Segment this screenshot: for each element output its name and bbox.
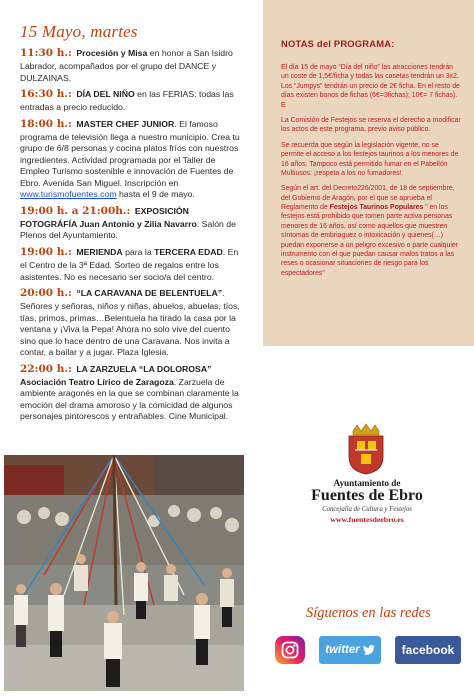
coat-of-arms-icon (343, 423, 389, 475)
event-time: 18:00 h.: (20, 117, 72, 130)
event-item (20, 363, 246, 423)
event-title: MASTER CHEF JUNIOR (76, 118, 175, 129)
program-notes-panel (263, 0, 474, 346)
maypole-dance-photo (4, 455, 244, 691)
twitter-label: twitter (325, 644, 360, 656)
event-text: . El famoso programa de televisión llega a nuestro municipio. Crea tu grupo de 6/8 personas y cocina platos fríos con nuestros ingredientes. Actividad programada por el Taller de Empleo Turismo sostenible e innovación de Fuentes de Ebro. Avenida San Miguel. Inscripción en (20, 118, 240, 188)
event-title: LA ZARZUELA “LA DOLOROSA” Asociación Teatro Lírico de Zaragoza (20, 363, 212, 387)
twitter-bird-icon (363, 645, 375, 655)
event-time: 22:00 h.: (20, 362, 72, 375)
instagram-icon (281, 641, 299, 659)
event-time: 20:00 h.: (20, 287, 72, 300)
event-text: . Salón de Plenos del Ayuntamiento. (20, 218, 236, 241)
notes-paragraph: Se recuerda que según la legislación vigente, no se permite el acceso a los festejos taurinos a los menores de 16 años. Tampoco está permitido fumar en el Pabellón Multiusos: ¡respeta a los no fumadores! (281, 141, 459, 177)
notes-title: NOTAS del PROGRAMA: (281, 38, 395, 49)
event-title: TERCERA EDAD (154, 247, 223, 257)
event-item (20, 246, 246, 283)
event-text: . Zarzuela de ambiente aragonés en la que se combinan claramente la emoción del drama amoroso y la comicidad de algunos personajes pintorescos y entrañables. Cine Municipal. (20, 376, 239, 422)
event-time: 19:00 h. a 21:00h.: (20, 204, 131, 217)
notes-paragraph: El día 15 de mayo “Día del niño” las atracciones tendrán un coste de 1,5€/ficha y todas las casetas tendrán un 3x2. Los “Jumpys” tendrán un precio de 2€ ficha. En el resto de días existen bonos de fichas (6€=3fichas); 10€= 7 fichas). E (281, 64, 460, 109)
instagram-button[interactable] (275, 636, 305, 664)
notes-paragraph: La Comisión de Festejos se reserva el derecho a modificar los actos de este programa, previo aviso público. (281, 116, 461, 134)
council-website-link[interactable]: www.fuentesdeebro.es (330, 514, 404, 524)
facebook-label: facebook (401, 643, 455, 657)
event-item (20, 47, 246, 84)
event-time: 16:30 h.: (20, 88, 72, 101)
event-text: para la (122, 247, 155, 257)
notes-text: “ en los festejos está prohibido que tomen parte activa personas menores de 16 años, así como aquellos que muestren síntomas de embriaguez o intoxicación y quienes(…) puedan exponerse a un peligro excesivo o parte cualquier instrumento con el que puedan causar malos tratos a las reses o ocasionar situaciones de riesgo para los espectadores” (281, 204, 458, 277)
event-item (20, 287, 246, 359)
event-item (20, 88, 246, 114)
event-item (20, 118, 246, 201)
event-title: Procesión y Misa (76, 48, 148, 58)
event-title: MERIENDA (76, 247, 123, 257)
event-text: en las FERIAS: todas las entradas a precio reducido. (20, 89, 234, 113)
social-title: Síguenos en las redes (306, 605, 431, 621)
notes-paragraph (281, 184, 462, 278)
council-name: Fuentes de Ebro (311, 487, 423, 504)
date-title: 15 Mayo, martes (20, 22, 138, 41)
program-column (20, 22, 246, 427)
event-text: . En el Centro de la 3ª Edad. Sorteo de regalos entre los asistentes. No es necesario ser socio/a del centro. (20, 247, 239, 282)
council-department: Concejalía de Cultura y Festejos (322, 505, 412, 513)
notes-bold: Festejos Taurinos Populares (329, 204, 424, 212)
event-text: . Señores y señoras, niños y niñas, abuelos, abuelas, tíos, tías, primos, primas…Belentuela ha tirado la casa por la ventana y ¡Viva la Pepa! Ahora no solo vive del cuento sino que lo hace dentro de una Caravana. Nos invita a contar, a bailar y a jugar. Plaza Iglesia. (20, 288, 240, 358)
event-text: hasta el 9 de mayo. (116, 189, 195, 200)
twitter-button[interactable] (319, 636, 381, 664)
facebook-button[interactable] (395, 636, 461, 664)
event-title: DÍA DEL NIÑO (76, 89, 135, 100)
event-title: EXPOSICIÓN FOTOGRÁFÍA Juan Antonio y Zilia Navarro (20, 205, 197, 229)
council-block (292, 478, 442, 524)
event-item (20, 205, 246, 242)
event-time: 19:00 h.: (20, 246, 72, 258)
council-line1: Ayuntamiento de (333, 478, 401, 488)
tourism-link[interactable]: www.turismofuentes.com (20, 189, 117, 200)
event-text: en honor a San Isidro Labrador, acompañados por el grupo del DANCE y DULZAINAS. (20, 48, 233, 83)
event-title: “LA CARAVANA DE BELENTUELA” (76, 288, 223, 299)
event-time: 11:30 h.: (20, 47, 72, 59)
notes-text: Según el art. del Decreto226/2001, de 18 de septiembre, del Gobierno de Aragón, por el que se aprueba el Reglamento de (281, 185, 455, 212)
